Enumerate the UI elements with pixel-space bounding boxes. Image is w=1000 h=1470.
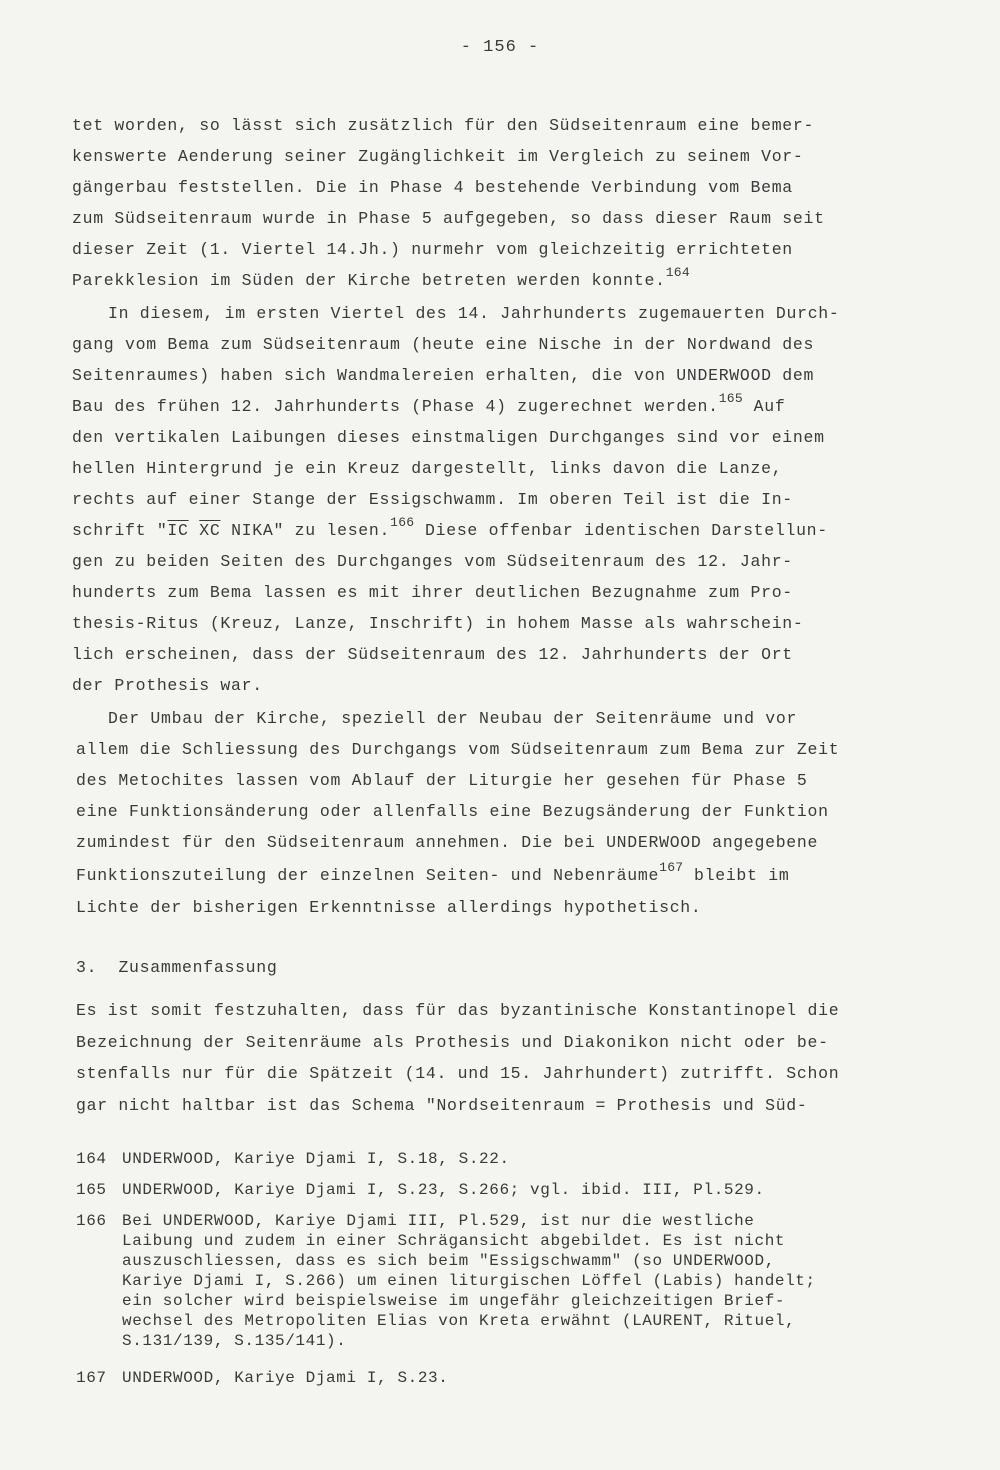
text-line: der Prothesis war. <box>72 676 263 695</box>
text-line: gen zu beiden Seiten des Durchganges vom Südseitenraum des 12. Jahr- <box>72 552 793 571</box>
footnote-ref-167: 167 <box>659 860 684 875</box>
text-line: hunderts zum Bema lassen es mit ihrer deutlichen Bezugnahme zum Pro- <box>72 583 793 602</box>
text-line: hellen Hintergrund je ein Kreuz dargestellt, links davon die Lanze, <box>72 459 783 478</box>
footnote-ref-166: 166 <box>390 515 415 530</box>
text-segment: Parekklesion im Süden der Kirche betreten werden konnte. <box>72 271 666 290</box>
footnote-text: Kariye Djami I, S.266) um einen liturgischen Löffel (Labis) handelt; <box>122 1272 816 1290</box>
text-line: tet worden, so lässt sich zusätzlich für den Südseitenraum eine bemer- <box>72 116 815 135</box>
text-line: zum Südseitenraum wurde in Phase 5 aufgegeben, so dass dieser Raum seit <box>72 209 825 228</box>
text-segment: bleibt im <box>683 866 790 885</box>
text-line: gang vom Bema zum Südseitenraum (heute eine Nische in der Nordwand des <box>72 335 815 354</box>
text-line: Der Umbau der Kirche, speziell der Neubau der Seitenräume und vor <box>108 709 798 728</box>
text-segment: Auf <box>743 397 786 416</box>
text-line: gängerbau feststellen. Die in Phase 4 bestehende Verbindung vom Bema <box>72 178 793 197</box>
text-line <box>72 515 828 542</box>
footnote-text: ein solcher wird beispielsweise im ungefähr gleichzeitigen Brief- <box>122 1292 786 1310</box>
footnote-text: wechsel des Metropoliten Elias von Kreta erwähnt (LAURENT, Rituel, <box>122 1312 796 1330</box>
footnote-text: auszuschliessen, dass es sich beim "Essigschwamm" (so UNDERWOOD, <box>122 1252 775 1270</box>
text-line: allem die Schliessung des Durchgangs vom Südseitenraum zum Bema zur Zeit <box>76 740 840 759</box>
text-line: Bezeichnung der Seitenräume als Prothesis und Diakonikon nicht oder be- <box>76 1033 829 1052</box>
text-line: stenfalls nur für die Spätzeit (14. und 15. Jahrhundert) zutrifft. Schon <box>76 1064 840 1083</box>
footnote-number: 165 <box>76 1181 107 1199</box>
section-heading <box>76 958 277 977</box>
text-line: Seitenraumes) haben sich Wandmalereien erhalten, die von UNDERWOOD dem <box>72 366 815 385</box>
text-segment: Diese offenbar identischen Darstellun- <box>414 521 828 540</box>
text-segment: Bau des frühen 12. Jahrhunderts (Phase 4) zugerechnet werden. <box>72 397 719 416</box>
text-line: lich erscheinen, dass der Südseitenraum des 12. Jahrhunderts der Ort <box>72 645 793 664</box>
section-title: Zusammenfassung <box>118 958 278 977</box>
text-line: rechts auf einer Stange der Essigschwamm. Im oberen Teil ist die In- <box>72 490 793 509</box>
text-line <box>72 265 691 292</box>
footnote-number: 166 <box>76 1212 107 1230</box>
text-line: den vertikalen Laibungen dieses einstmaligen Durchganges sind vor einem <box>72 428 825 447</box>
footnote-number: 167 <box>76 1369 107 1387</box>
footnote-number: 164 <box>76 1150 107 1168</box>
section-number: 3. <box>76 958 98 977</box>
footnote-text: UNDERWOOD, Kariye Djami I, S.18, S.22. <box>122 1150 510 1168</box>
text-segment <box>189 521 200 540</box>
text-segment: Funktionszuteilung der einzelnen Seiten- und Nebenräume <box>76 866 660 885</box>
footnote-text: Bei UNDERWOOD, Kariye Djami III, Pl.529, ist nur die westliche <box>122 1212 755 1230</box>
text-line: gar nicht haltbar ist das Schema "Nordseitenraum = Prothesis und Süd- <box>76 1096 808 1115</box>
page-number: - 156 - <box>460 38 540 57</box>
text-line: zumindest für den Südseitenraum annehmen. Die bei UNDERWOOD angegebene <box>76 833 819 852</box>
inscription-ic: $\overline{IC}$ <box>167 521 189 540</box>
inscription-xc: $\overline{XC}$ <box>199 521 221 540</box>
text-line: In diesem, im ersten Viertel des 14. Jahrhunderts zugemauerten Durch- <box>108 304 840 323</box>
footnote-text: UNDERWOOD, Kariye Djami I, S.23. <box>122 1369 449 1387</box>
footnote-text: UNDERWOOD, Kariye Djami I, S.23, S.266; vgl. ibid. III, Pl.529. <box>122 1181 765 1199</box>
text-line: thesis-Ritus (Kreuz, Lanze, Inschrift) in hohem Masse als wahrschein- <box>72 614 804 633</box>
text-segment: schrift " <box>72 521 168 540</box>
text-line: dieser Zeit (1. Viertel 14.Jh.) nurmehr vom gleichzeitig errichteten <box>72 240 793 259</box>
text-line: Lichte der bisherigen Erkenntnisse allerdings hypothetisch. <box>76 898 702 917</box>
text-line: kenswerte Aenderung seiner Zugänglichkeit im Vergleich zu seinem Vor- <box>72 147 804 166</box>
text-line: eine Funktionsänderung oder allenfalls eine Bezugsänderung der Funktion <box>76 802 829 821</box>
text-line <box>76 860 790 887</box>
footnote-ref-165: 165 <box>718 391 744 406</box>
text-segment: NIKA" zu lesen. <box>220 521 391 540</box>
footnote-text: S.131/139, S.135/141). <box>122 1332 347 1350</box>
text-line <box>72 391 786 418</box>
footnote-ref-164: 164 <box>665 265 691 280</box>
footnote-text: Laibung und zudem in einer Schrägansicht abgebildet. Es ist nicht <box>122 1232 786 1250</box>
text-line: Es ist somit festzuhalten, dass für das byzantinische Konstantinopel die <box>76 1001 840 1020</box>
text-line: des Metochites lassen vom Ablauf der Liturgie her gesehen für Phase 5 <box>76 771 808 790</box>
